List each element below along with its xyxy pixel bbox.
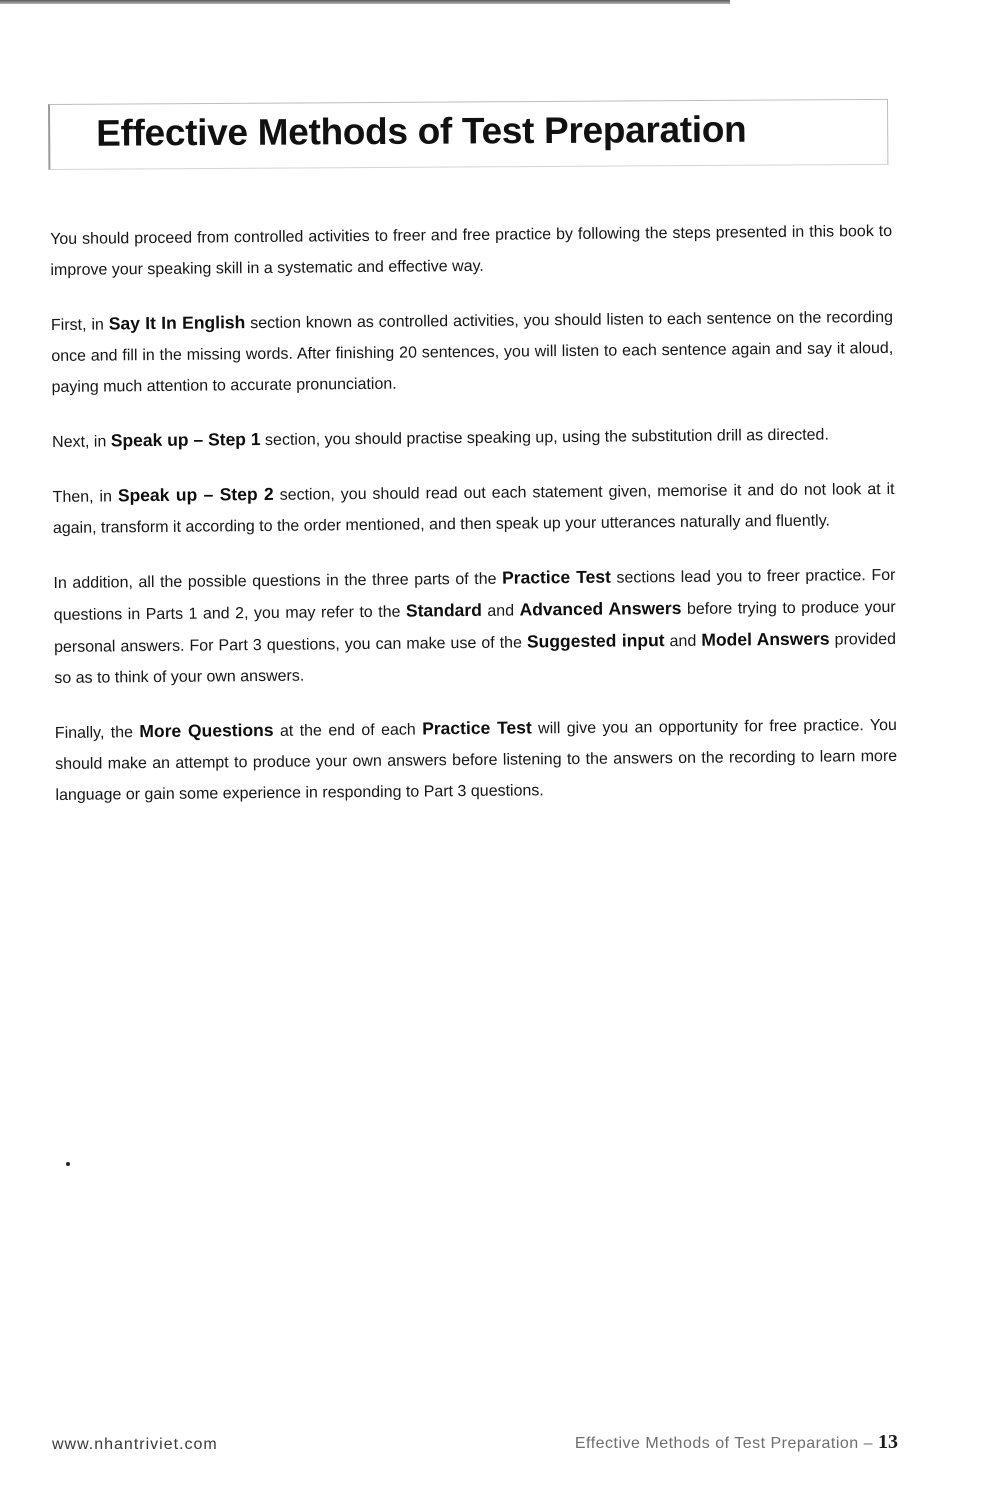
paragraph-text: at the end of each bbox=[273, 721, 423, 740]
paragraph-text: will give you an opportunity for free practice. You should make an attempt to produce your own answers before listening to the answers on the recording to learn more language or gain some experience in responding to Part 3 questions. bbox=[55, 716, 898, 804]
paragraph-text: In addition, all the possible questions in the three parts of the bbox=[53, 570, 503, 592]
section-name-bold: Standard bbox=[405, 599, 482, 621]
paragraph-say-it-in-english bbox=[51, 301, 894, 403]
paragraph-text: Then, in bbox=[52, 488, 118, 506]
paragraph-text: First, in bbox=[50, 316, 109, 334]
paragraph-text: section, you should practise speaking up, using the substitution drill as directed. bbox=[260, 426, 829, 449]
paragraph-text: section known as controlled activities, you should listen to each sentence on the recording once and fill in the missing words. After finishing 20 sentences, you will listen to each sentence again and say it aloud, paying much attention to accurate pronunciation. bbox=[51, 308, 894, 396]
page-number: 13 bbox=[878, 1431, 898, 1453]
section-name-bold: Speak up – Step 1 bbox=[110, 428, 261, 451]
paragraph-speak-up-step-1 bbox=[52, 418, 894, 458]
section-name-bold: Practice Test bbox=[501, 566, 611, 588]
paragraph-text: You should proceed from controlled activities to freer and free practice by following the steps presented in this book to improve your speaking skill in a systematic and effective way. bbox=[50, 222, 893, 279]
section-name-bold: Practice Test bbox=[422, 717, 532, 739]
footer-separator: – bbox=[858, 1435, 878, 1452]
paragraph-text: before trying to produce your personal answers. For Part 3 questions, you can make use of the bbox=[53, 598, 896, 656]
scan-top-edge bbox=[0, 0, 730, 4]
section-name-bold: Speak up – Step 2 bbox=[117, 483, 274, 506]
paragraph-text: and bbox=[664, 632, 702, 651]
paragraph-text: section, you should read out each statement given, memorise it and do not look at it again, transform it according to the order mentioned, and then speak up your utterances naturally and fluently. bbox=[52, 480, 895, 537]
running-title: Effective Methods of Test Preparation bbox=[574, 1435, 859, 1452]
footer-website: www.nhantriviet.com bbox=[52, 1436, 218, 1453]
paragraph-more-questions bbox=[55, 709, 898, 811]
section-name-bold: More Questions bbox=[139, 719, 274, 742]
body-text bbox=[50, 216, 898, 834]
paragraph-text: Next, in bbox=[52, 433, 111, 451]
section-name-bold: Suggested input bbox=[526, 630, 665, 652]
section-name-bold: Model Answers bbox=[701, 628, 830, 650]
section-name-bold: Say It In English bbox=[108, 312, 246, 334]
title-box bbox=[48, 99, 888, 170]
paragraph-text: Finally, the bbox=[54, 724, 140, 742]
footer-running-head bbox=[575, 1431, 898, 1454]
paragraph-text: sections lead you to freer practice. For questions in Parts 1 and 2, you may refer to the bbox=[53, 566, 896, 624]
stray-mark bbox=[66, 1162, 70, 1166]
paragraph-intro bbox=[50, 216, 893, 286]
section-name-bold: Advanced Answers bbox=[519, 597, 682, 620]
paragraph-text: provided so as to think of your own answers. bbox=[54, 630, 897, 687]
paragraph-speak-up-step-2 bbox=[52, 473, 895, 544]
paragraph-practice-test bbox=[53, 559, 896, 694]
paragraph-text: and bbox=[481, 602, 520, 620]
page-title: Effective Methods of Test Preparation bbox=[96, 108, 747, 154]
